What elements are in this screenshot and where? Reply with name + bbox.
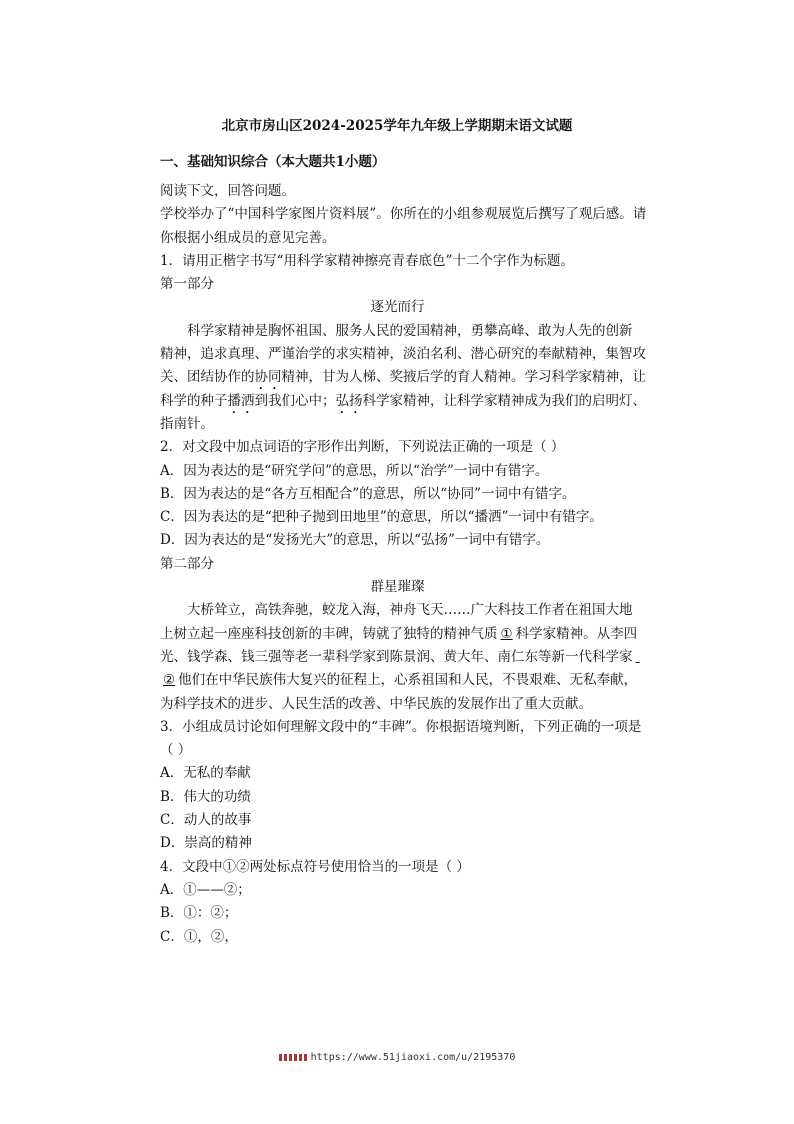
intro-line: 阅读下文，回答问题。 [160,183,295,199]
passage-text: 精神，甘为人梯、奖掖后学的育人精神。学习科学家精神，让 [281,369,646,386]
section-heading: 一、基础知识综合（本大题共1小题） [160,154,386,170]
part-1-label: 第一部分 [160,276,214,293]
passage-line: 为科学技术的进步、人民生活的改善、中华民族的发展作出了重大贡献。 [160,695,592,712]
question-2-option-c: C．因为表达的是“把种子抛到田地里”的意思，所以“播洒”一词中有错字。 [160,509,603,526]
passage-line: 指南针。 [160,415,214,432]
intro-line: 学校举办了“中国科学家图片资料展”。你所在的小组参观展览后撰写了观后感。请 [160,206,647,223]
intro-line: 你根据小组成员的意见完善。 [160,229,336,246]
question-4-option-b: B．①：②； [160,905,238,922]
part-2-label: 第二部分 [160,555,214,572]
question-4-stem: 4．文段中①②两处标点符号使用恰当的一项是（ ） [160,858,470,875]
question-3-option-a: A．无私的奉献 [160,765,251,782]
document-body [160,180,647,949]
passage-line [160,646,635,669]
passage-text: 光、钱学森、钱三强等老一辈科学家到陈景润、黄大年、南仁东等新一代科学家 [160,648,633,665]
question-4-option-c: C．①，②， [160,928,238,945]
passage-line [160,366,646,389]
passage-text: 到我们心中； [254,392,336,409]
part-1-heading: 逐光而行 [370,299,425,316]
passage-line [160,390,646,413]
question-1: 1．请用正楷字书写“用科学家精神擦亮青春底色”十二个字作为标题。 [160,252,574,269]
passage-line [160,669,638,692]
dotted-word-bosa: 播洒 [227,392,255,409]
passage-text: 他们在中华民族伟大复兴的征程上，心系祖国和人民，不畏艰难、无私奉献， [178,672,638,689]
site-logo-icon [279,1054,307,1061]
passage-text: 关、团结协作的 [160,369,255,386]
question-3-option-c: C．动人的故事 [160,812,252,829]
question-2-option-a: A．因为表达的是“研究学问”的意思，所以“治学”一词中有错字。 [160,462,549,479]
dotted-word-hongyang: 弘扬 [335,392,363,409]
passage-text: 科学家精神，让科学家精神成为我们的启明灯、 [362,392,646,409]
dotted-word-xietong: 协同 [254,369,282,386]
question-3-option-d: D．崇高的精神 [160,835,252,852]
passage-text: 科学的种子 [160,392,228,409]
part-2-heading: 群星璀璨 [370,579,425,596]
question-2-option-d: D．因为表达的是“发扬光大”的意思，所以“弘扬”一词中有错字。 [160,532,550,549]
passage-text: 科学家精神。从李四 [515,625,638,642]
blank-underline [633,649,643,665]
blank-2: ② [163,672,176,689]
passage-text: 上树立起一座座科技创新的丰碑，铸就了独特的精神气质 [160,625,498,642]
passage-line: 精神，追求真理、严谨治学的求实精神，淡泊名利、潜心研究的奉献精神，集智攻 [160,346,646,363]
question-3-stem: （ ） [160,742,192,759]
question-3-option-b: B．伟大的功绩 [160,788,251,805]
footer-url[interactable]: https://www.51jiaoxi.com/u/2195370 [310,1052,516,1063]
question-2-stem: 2．对文段中加点词语的字形作出判断，下列说法正确的一项是（ ） [160,439,565,456]
blank-1: ① [500,625,513,642]
question-3-stem: 3．小组成员讨论如何理解文段中的“丰碑”。你根据语境判断，下列正确的一项是 [160,718,642,735]
footer [0,1052,794,1063]
question-4-option-a: A．①——②； [160,881,251,898]
passage-line: 科学家精神是胸怀祖国、服务人民的爱国精神，勇攀高峰、敢为人先的创新 [187,322,633,339]
document-title: 北京市房山区2024-2025学年九年级上学期期末语文试题 [221,118,573,134]
passage-line: 大桥耸立，高铁奔驰，蛟龙入海，神舟飞天……广大科技工作者在祖国大地 [187,602,633,619]
passage-line [160,623,638,646]
question-2-option-b: B．因为表达的是“各方互相配合”的意思，所以“协同”一词中有错字。 [160,485,576,502]
